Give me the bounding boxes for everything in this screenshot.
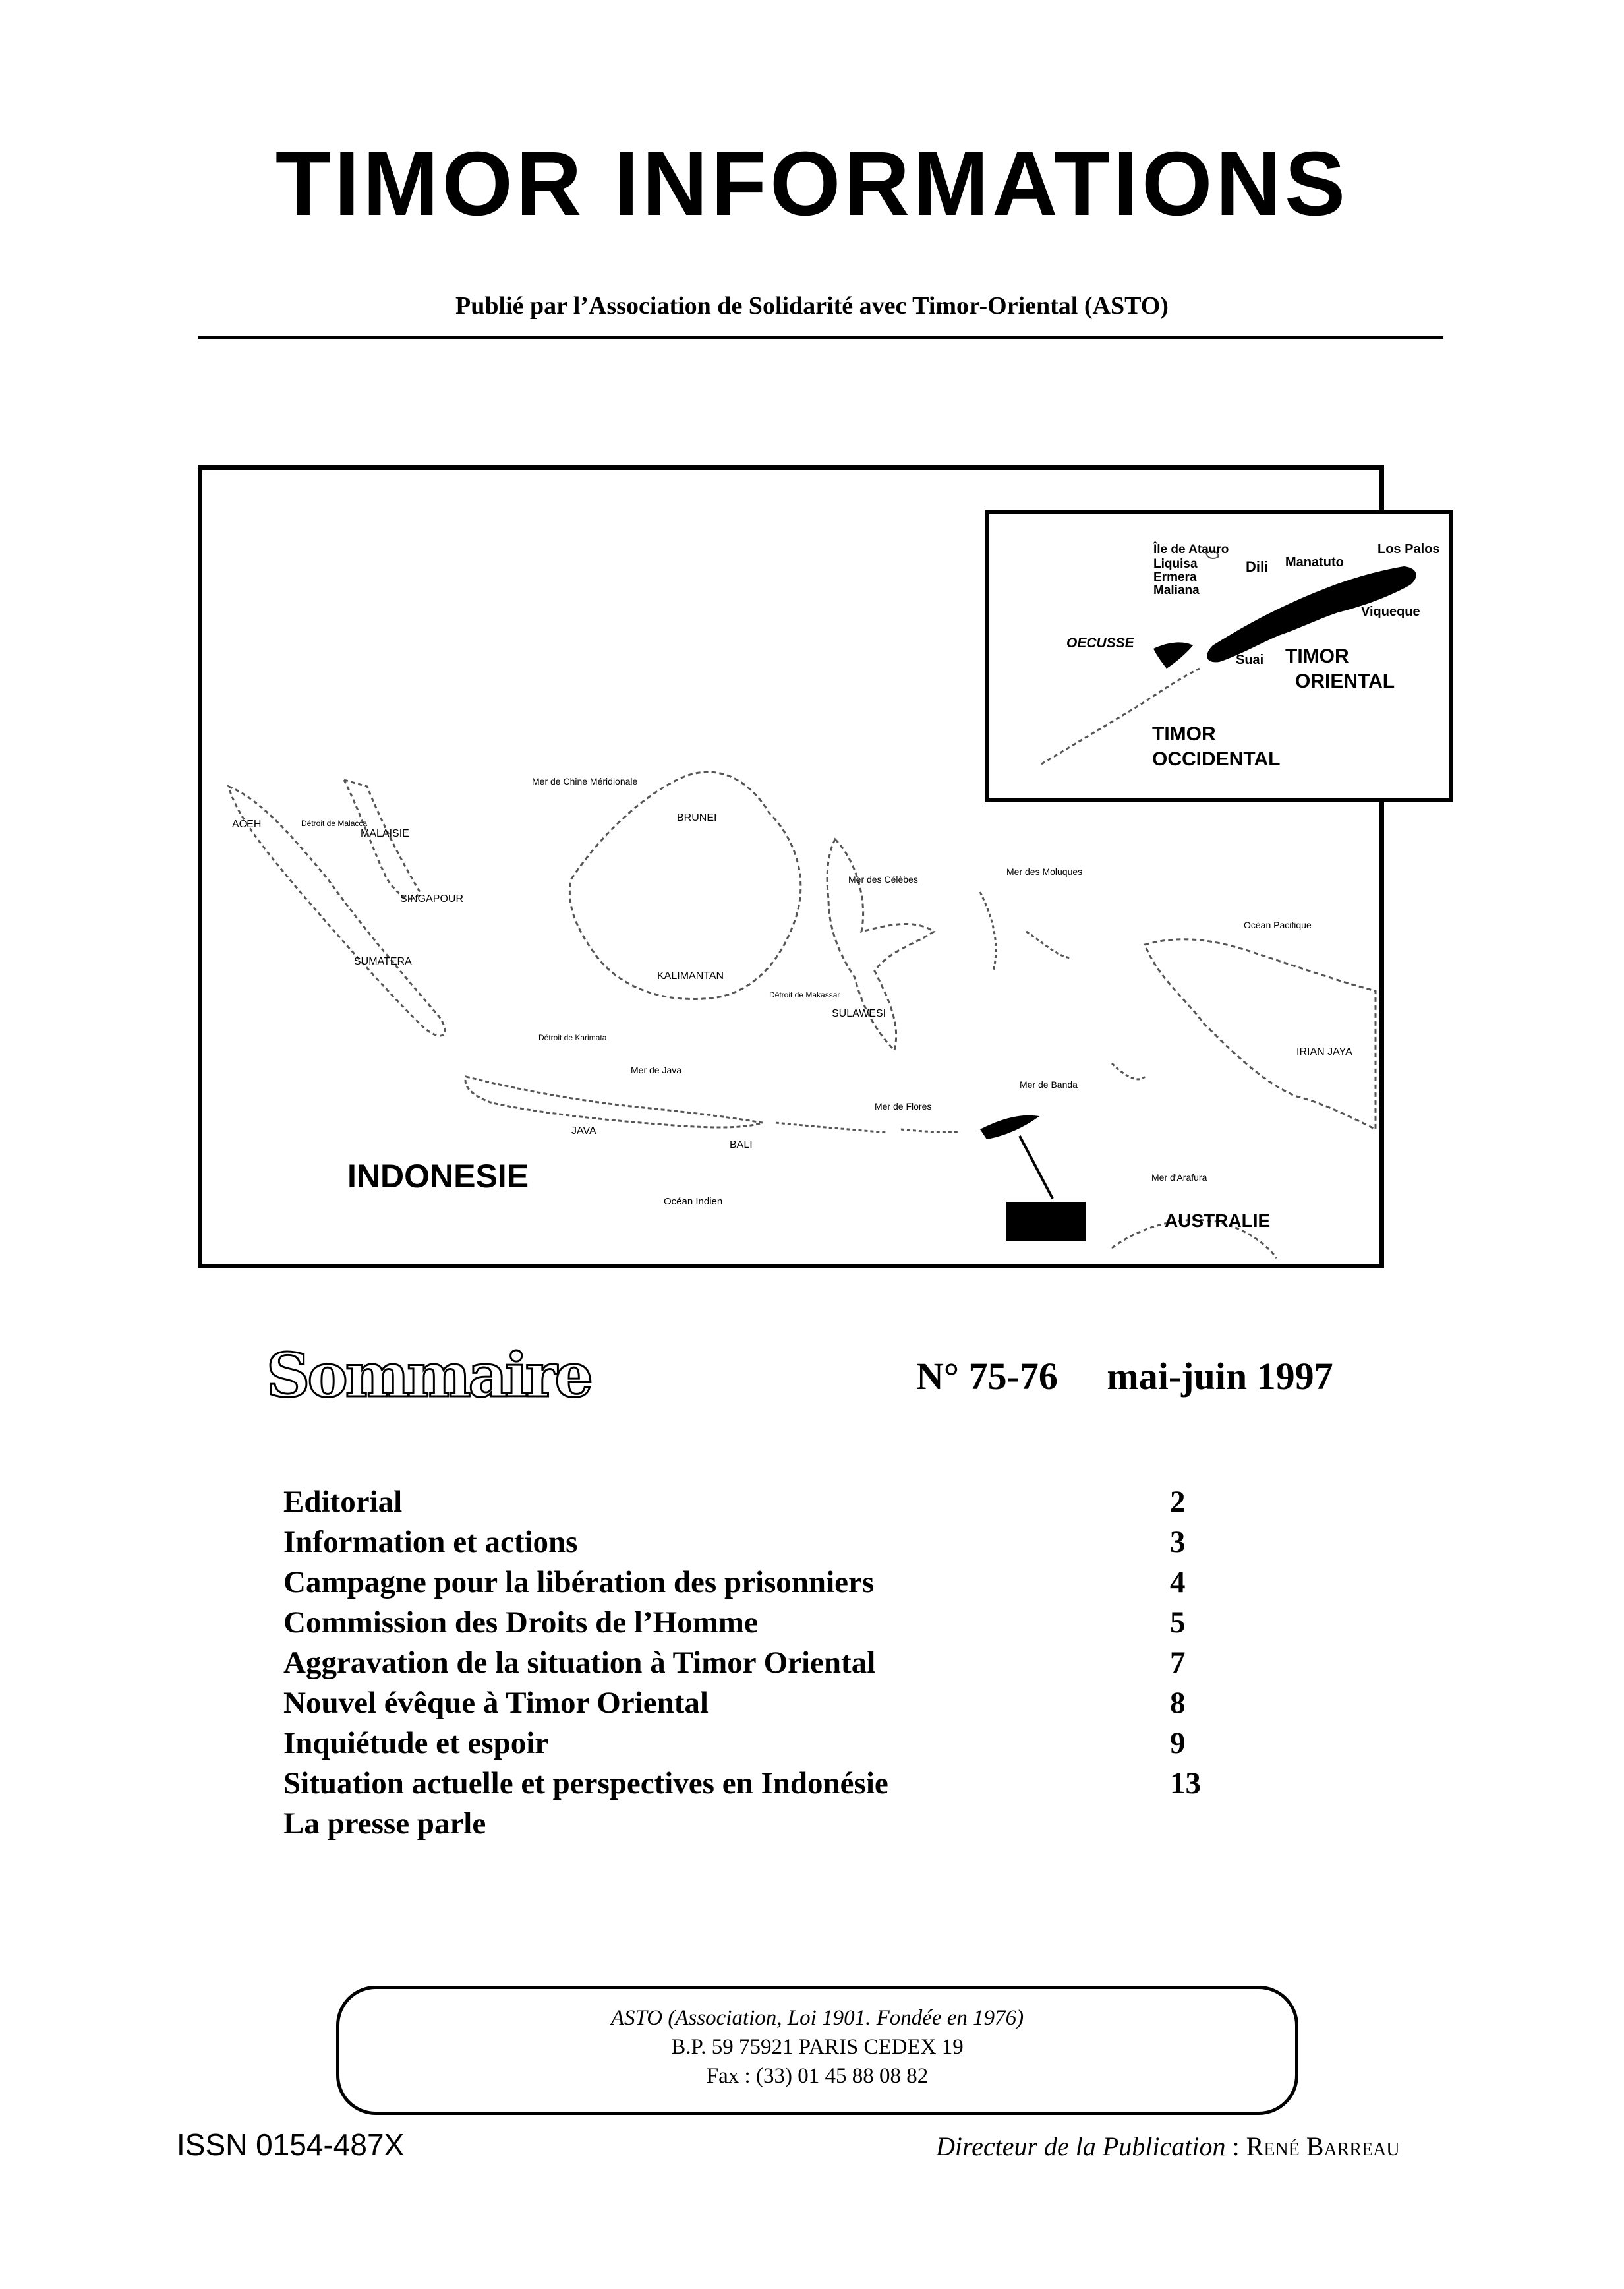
toc-page-number: 5 [1170, 1605, 1186, 1640]
sommaire-logo [266, 1330, 591, 1423]
timor-callout-box [1006, 1202, 1086, 1241]
issue-date: mai-juin 1997 [1107, 1355, 1333, 1398]
toc-title: Aggravation de la situation à Timor Oriental [283, 1646, 876, 1680]
sea-label-mer-de-chine: Mer de Chine Méridionale [532, 776, 638, 787]
sea-label-mer-de-banda: Mer de Banda [1020, 1079, 1078, 1090]
toc-page-number: 13 [1170, 1766, 1201, 1800]
region-label-singapour: SINGAPOUR [400, 893, 464, 905]
publisher-line: Publié par l’Association de Solidarité avec Timor-Oriental (ASTO) [455, 292, 1169, 320]
inset-place-ermera: Ermera [1153, 570, 1197, 584]
map-title-indonesie: INDONESIE [347, 1158, 529, 1195]
sea-label-mer-arafura: Mer d'Arafura [1151, 1172, 1207, 1183]
inset-place-oecusse: OECUSSE [1066, 636, 1134, 651]
toc-title: Inquiétude et espoir [283, 1726, 549, 1760]
timor-island-highlight [980, 1115, 1039, 1139]
irian-jaya-island [1145, 939, 1376, 1129]
timor-inset-map [985, 510, 1453, 802]
toc-title: Information et actions [283, 1525, 578, 1559]
toc-row [283, 1764, 1246, 1804]
inset-place-dili: Dili [1246, 558, 1269, 575]
lesser-sunda-islands [776, 1123, 960, 1133]
inset-label-timor-east-1: TIMOR [1285, 645, 1349, 667]
toc-page-number: 3 [1170, 1525, 1186, 1559]
toc-row [283, 1482, 1246, 1522]
sommaire-logo-drawing [266, 1330, 591, 1423]
toc-title: Editorial [283, 1485, 403, 1519]
timor-callout-arrow [1020, 1136, 1053, 1199]
contact-address-line: B.P. 59 75921 PARIS CEDEX 19 [671, 2035, 964, 2059]
table-of-contents [283, 1482, 1246, 1844]
region-label-aceh: ACEH [232, 819, 262, 830]
region-label-brunei: BRUNEI [677, 812, 717, 823]
sea-label-detroit-makassar: Détroit de Makassar [769, 990, 840, 999]
inset-place-manatuto: Manatuto [1285, 555, 1344, 570]
issue-number: N° 75-76 [916, 1355, 1058, 1398]
toc-title: Commission des Droits de l’Homme [283, 1605, 758, 1640]
inset-place-viqueque: Viqueque [1361, 605, 1420, 619]
inset-label-timor-west-2: OCCIDENTAL [1152, 748, 1281, 770]
region-label-java: JAVA [571, 1125, 596, 1137]
toc-title: Nouvel évêque à Timor Oriental [283, 1686, 709, 1720]
toc-row [283, 1683, 1246, 1723]
contact-association-line: ASTO (Association, Loi 1901. Fondée en 1976) [610, 2006, 1024, 2030]
toc-row [283, 1562, 1246, 1603]
region-label-australie: AUSTRALIE [1165, 1210, 1271, 1231]
toc-row [283, 1522, 1246, 1562]
director-separator: : [1225, 2131, 1246, 2161]
inset-place-maliana: Maliana [1153, 583, 1200, 597]
region-label-sumatera: SUMATERA [354, 956, 412, 967]
sea-label-detroit-karimata: Détroit de Karimata [538, 1033, 607, 1042]
masthead-title: TIMOR INFORMATIONS [275, 133, 1349, 235]
contact-fax-line: Fax : (33) 01 45 88 08 82 [706, 2064, 929, 2088]
toc-page-number: 2 [1170, 1485, 1186, 1519]
region-label-bali: BALI [730, 1139, 753, 1150]
toc-row [283, 1804, 1246, 1844]
toc-page-number: 8 [1170, 1686, 1186, 1720]
contact-box [336, 1986, 1298, 2115]
toc-title: Campagne pour la libération des prisonniers [283, 1565, 875, 1599]
toc-title: La presse parle [283, 1806, 486, 1841]
issue-line [916, 1354, 1333, 1398]
kalimantan-island [569, 772, 800, 999]
sea-label-mer-de-java: Mer de Java [631, 1065, 682, 1075]
sea-label-ocean-indien: Océan Indien [664, 1196, 723, 1207]
toc-page-number: 9 [1170, 1726, 1186, 1760]
sea-label-ocean-pacifique: Océan Pacifique [1244, 920, 1312, 930]
toc-row [283, 1723, 1246, 1764]
java-island [465, 1077, 763, 1127]
sea-label-mer-des-celebes: Mer des Célèbes [848, 874, 918, 885]
toc-title: Situation actuelle et perspectives en Indonésie [283, 1766, 888, 1800]
toc-page-number: 7 [1170, 1646, 1186, 1680]
malay-peninsula [344, 780, 420, 899]
inset-place-atauro: Île de Atauro [1153, 543, 1229, 556]
director-label: Directeur de la Publication [936, 2131, 1226, 2161]
director-name: René Barreau [1246, 2131, 1400, 2161]
sea-label-mer-de-flores: Mer de Flores [875, 1101, 932, 1112]
inset-label-timor-west-1: TIMOR [1152, 723, 1216, 745]
inset-label-timor-east-2: ORIENTAL [1295, 670, 1395, 692]
toc-page-number: 4 [1170, 1565, 1186, 1599]
moluccas-islands [980, 892, 1145, 1079]
inset-place-suai: Suai [1236, 653, 1264, 667]
region-label-sulawesi: SULAWESI [832, 1008, 886, 1019]
sommaire-logo-text: Sommaire [266, 1340, 591, 1411]
publication-director [936, 2131, 1400, 2162]
timor-inset-drawing [989, 514, 1449, 798]
region-label-irian-jaya: IRIAN JAYA [1296, 1046, 1352, 1057]
issn-number: ISSN 0154-487X [177, 2127, 405, 2162]
region-label-malaisie: MALAISIE [361, 828, 409, 839]
toc-row [283, 1643, 1246, 1683]
region-label-kalimantan: KALIMANTAN [657, 970, 724, 982]
sea-label-detroit-malacca: Détroit de Malacca [301, 819, 368, 828]
sea-label-mer-des-moluques: Mer des Moluques [1006, 866, 1083, 877]
inset-place-los-palos: Los Palos [1378, 542, 1440, 556]
toc-row [283, 1603, 1246, 1643]
header-rule [198, 336, 1443, 339]
oecusse-shape [1153, 642, 1193, 669]
inset-place-liquisa: Liquisa [1153, 557, 1198, 571]
